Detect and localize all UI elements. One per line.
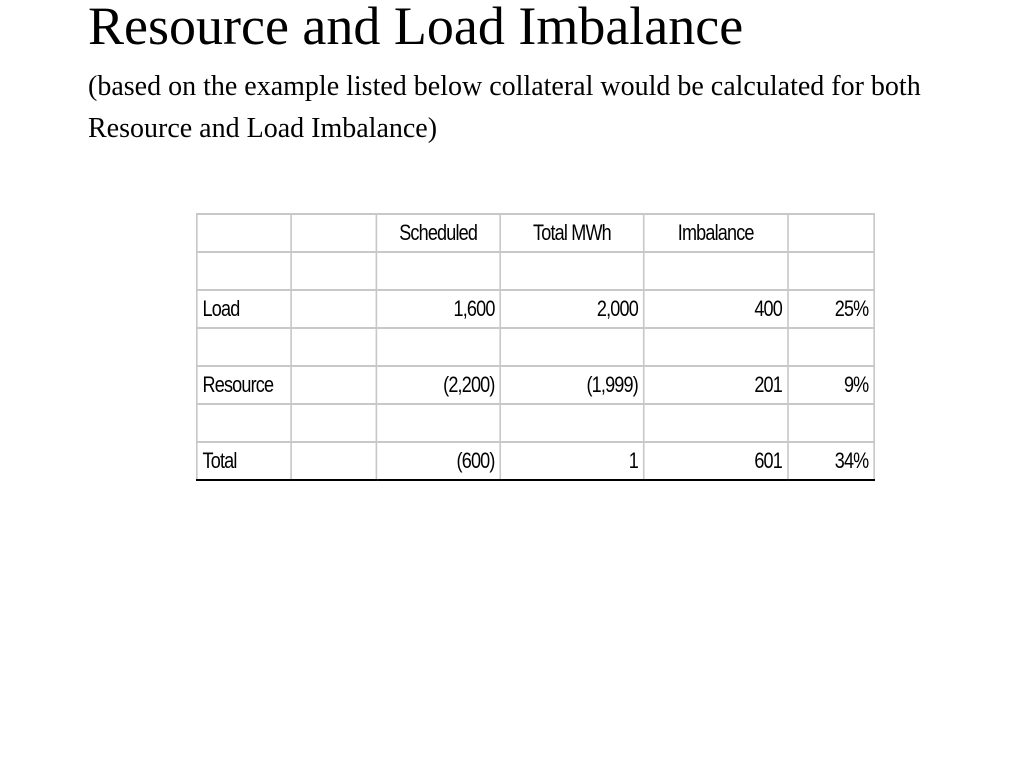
header-imbalance: Imbalance (644, 214, 788, 252)
header-total-mwh: Total MWh (500, 214, 643, 252)
table-row-blank (197, 404, 874, 442)
table-cell (644, 404, 788, 442)
slide-title: Resource and Load Imbalance (88, 0, 744, 56)
row-label-resource: Resource (197, 366, 291, 404)
total-scheduled: (600) (376, 442, 500, 480)
slide-subtitle: (based on the example listed below collateral would be calculated for both Resource and Load Imbalance) (88, 71, 921, 144)
total-total-mwh: 1 (500, 442, 643, 480)
total-percent: 34% (788, 442, 874, 480)
row-label-load: Load (197, 290, 291, 328)
table-cell (197, 328, 291, 366)
table-cell (376, 328, 500, 366)
load-percent: 25% (788, 290, 874, 328)
table-row-load (197, 290, 874, 328)
table-cell (500, 404, 643, 442)
table-cell (291, 328, 376, 366)
table-cell (376, 404, 500, 442)
header-cell (291, 214, 376, 252)
table-cell (291, 442, 376, 480)
table-cell (291, 290, 376, 328)
table-header-row (197, 214, 874, 252)
row-label-total: Total (197, 442, 291, 480)
table-cell (291, 252, 376, 290)
table-row-blank (197, 328, 874, 366)
imbalance-table-container (196, 213, 1024, 481)
table-cell (376, 252, 500, 290)
table-cell (644, 252, 788, 290)
resource-percent: 9% (788, 366, 874, 404)
table-cell (644, 328, 788, 366)
header-cell (197, 214, 291, 252)
header-scheduled: Scheduled (376, 214, 500, 252)
table-row-total (197, 442, 874, 480)
resource-total-mwh: (1,999) (500, 366, 643, 404)
total-imbalance: 601 (644, 442, 788, 480)
resource-scheduled: (2,200) (376, 366, 500, 404)
header-cell (788, 214, 874, 252)
table-cell (788, 404, 874, 442)
table-cell (788, 252, 874, 290)
load-imbalance: 400 (644, 290, 788, 328)
table-cell (291, 404, 376, 442)
table-cell (197, 404, 291, 442)
table-cell (788, 328, 874, 366)
load-scheduled: 1,600 (376, 290, 500, 328)
table-cell (500, 328, 643, 366)
table-cell (291, 366, 376, 404)
imbalance-table (196, 213, 875, 481)
table-cell (197, 252, 291, 290)
load-total-mwh: 2,000 (500, 290, 643, 328)
table-row-blank (197, 252, 874, 290)
resource-imbalance: 201 (644, 366, 788, 404)
table-cell (500, 252, 643, 290)
table-row-resource (197, 366, 874, 404)
